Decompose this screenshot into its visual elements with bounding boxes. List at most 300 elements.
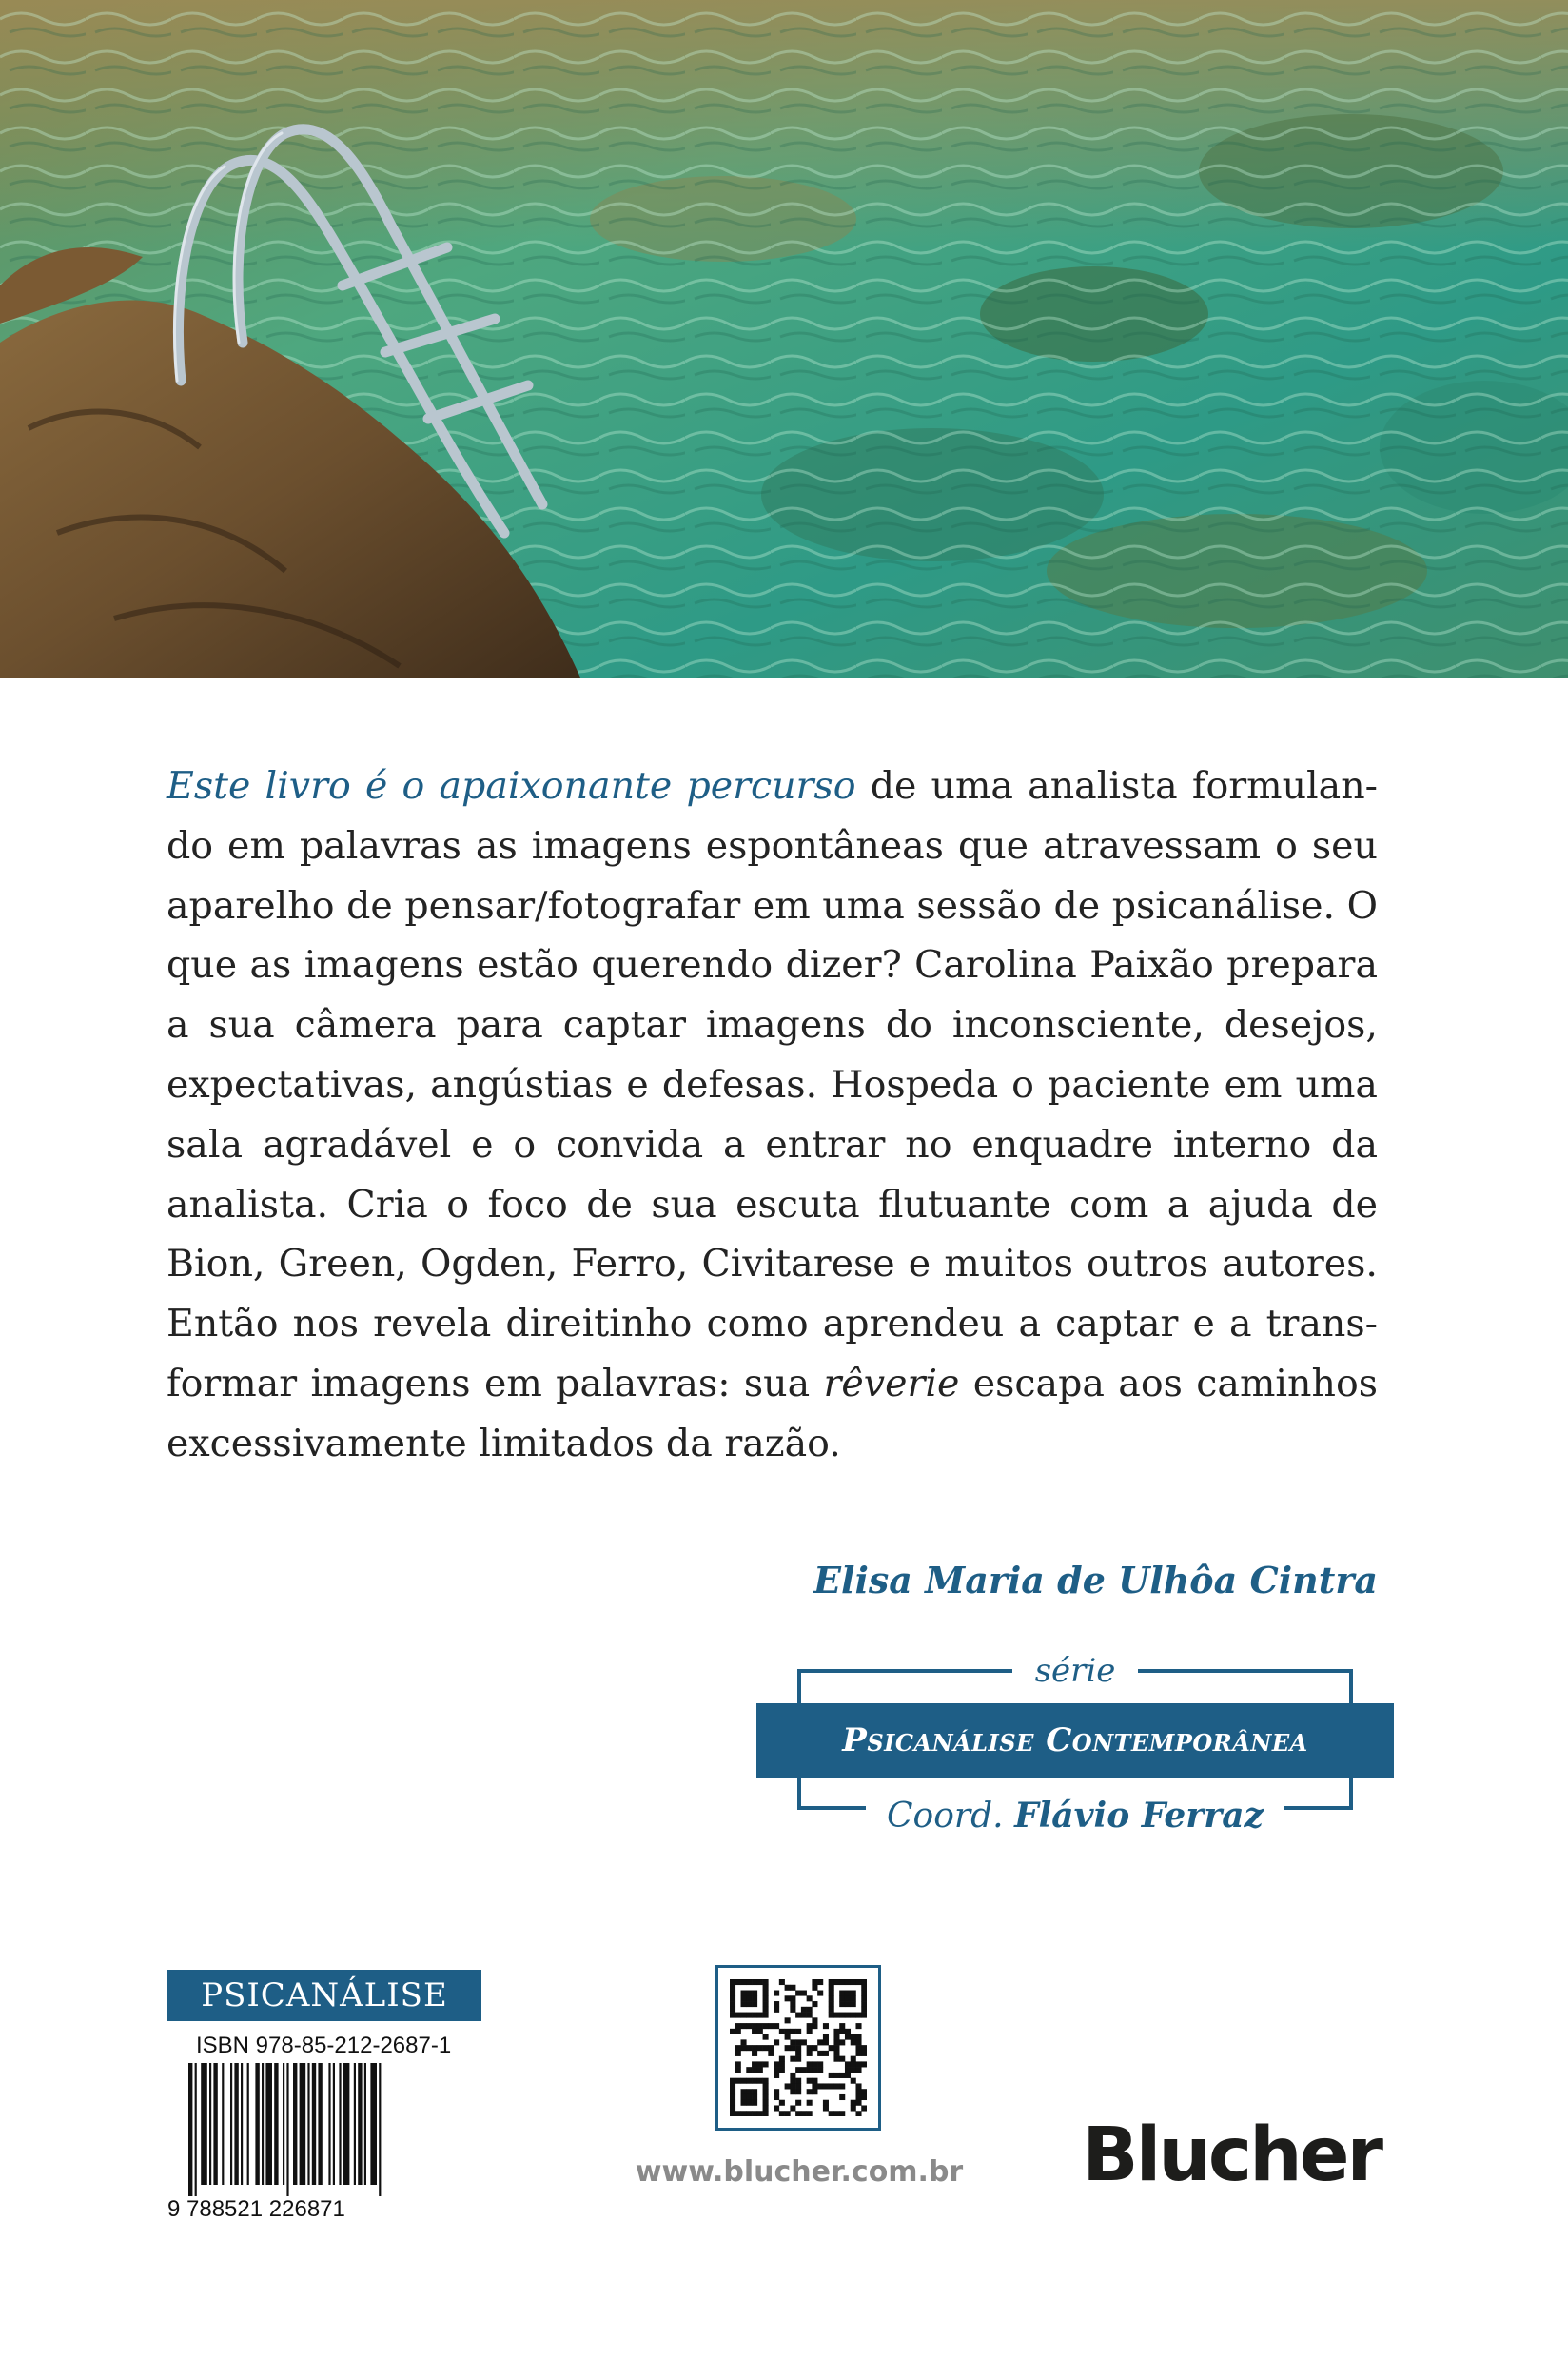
qr-module — [790, 2045, 795, 2051]
barcode-bar — [379, 2063, 381, 2196]
barcode-bar — [354, 2063, 356, 2185]
qr-module — [845, 1991, 851, 1996]
qr-module — [790, 2039, 795, 2045]
qr-module — [779, 2029, 785, 2034]
qr-module — [752, 2013, 757, 2018]
qr-module — [763, 1985, 769, 1991]
qr-module — [861, 2051, 867, 2056]
qr-module — [851, 2013, 856, 2018]
qr-module — [795, 2111, 801, 2116]
qr-module — [763, 2061, 769, 2067]
blurb-lead: Este livro é o apaixonante percurso — [167, 764, 856, 808]
qr-module — [730, 2105, 735, 2111]
qr-module — [757, 2023, 763, 2029]
qr-module — [785, 2045, 791, 2051]
qr-module — [823, 2083, 829, 2089]
qr-module — [833, 2039, 839, 2045]
qr-module — [757, 1979, 763, 1985]
qr-module — [752, 2023, 757, 2029]
qr-module — [730, 2083, 735, 2089]
qr-module — [839, 2039, 845, 2045]
qr-module — [741, 2089, 747, 2094]
qr-module — [855, 2083, 861, 2089]
back-cover-blurb — [167, 757, 1378, 1474]
barcode-bar — [230, 2063, 232, 2185]
qr-module — [741, 1979, 747, 1985]
qr-module — [741, 2013, 747, 2018]
qr-module — [752, 2045, 757, 2051]
qr-module — [795, 2056, 801, 2062]
series-name: Psicanálise Contemporânea — [756, 1703, 1394, 1778]
qr-module — [752, 2078, 757, 2084]
barcode-bar — [339, 2063, 341, 2185]
qr-module — [807, 2061, 813, 2067]
qr-module — [795, 2045, 801, 2051]
barcode-bar — [222, 2063, 224, 2185]
qr-module — [735, 2023, 741, 2029]
qr-module — [855, 2034, 861, 2040]
qr-module — [829, 2013, 834, 2018]
qr-module — [839, 2029, 845, 2034]
qr-module — [807, 2023, 813, 2029]
barcode-bar — [209, 2063, 211, 2185]
barcode-bar — [312, 2063, 316, 2185]
qr-module — [801, 2013, 807, 2018]
qr-module — [741, 2111, 747, 2116]
qr-module — [730, 2029, 735, 2034]
qr-module — [757, 2013, 763, 2018]
qr-module — [807, 1995, 813, 2001]
qr-module — [829, 2001, 834, 2007]
qr-module — [795, 2083, 801, 2089]
barcode-bar — [364, 2063, 366, 2185]
qr-module — [763, 1979, 769, 1985]
qr-module — [851, 2001, 856, 2007]
qr-module — [741, 1991, 747, 1996]
qr-module — [817, 1979, 823, 1985]
qr-module — [839, 2013, 845, 2018]
qr-module — [829, 2045, 834, 2051]
qr-module — [855, 2067, 861, 2073]
barcode-bar — [318, 2063, 322, 2185]
qr-module — [812, 1985, 817, 1991]
qr-module — [746, 1995, 752, 2001]
qr-module — [795, 2013, 801, 2018]
qr-module — [746, 1991, 752, 1996]
qr-module — [741, 2100, 747, 2106]
qr-module — [801, 2067, 807, 2073]
qr-module — [735, 2061, 741, 2067]
qr-module — [829, 2073, 834, 2078]
qr-module — [807, 2029, 813, 2034]
qr-module — [730, 2001, 735, 2007]
qr-module — [851, 1979, 856, 1985]
qr-module — [752, 2001, 757, 2007]
series-coord-prefix: Coord. — [887, 1797, 1004, 1836]
qr-module — [746, 2001, 752, 2007]
isbn-barcode — [167, 2033, 481, 2242]
qr-module — [855, 2051, 861, 2056]
qr-module — [757, 2045, 763, 2051]
qr-module — [768, 2023, 774, 2029]
qr-module — [807, 2089, 813, 2094]
blurb-italic-word: rêverie — [823, 1361, 960, 1405]
qr-module — [855, 2045, 861, 2051]
qr-module — [768, 2045, 774, 2051]
qr-module — [855, 2039, 861, 2045]
qr-module — [790, 2007, 795, 2013]
qr-module — [790, 2105, 795, 2111]
qr-module — [790, 2089, 795, 2094]
qr-module — [839, 1991, 845, 1996]
barcode-bar — [247, 2063, 249, 2185]
qr-module — [763, 2013, 769, 2018]
qr-module — [741, 2094, 747, 2100]
qr-module — [861, 2089, 867, 2094]
barcode-bar — [265, 2063, 272, 2185]
qr-module — [845, 2034, 851, 2040]
qr-module — [801, 2039, 807, 2045]
qr-module — [785, 2029, 791, 2034]
qr-module — [807, 2045, 813, 2051]
qr-module — [812, 2017, 817, 2023]
qr-module — [851, 1991, 856, 1996]
qr-module — [801, 2007, 807, 2013]
qr-module — [741, 2001, 747, 2007]
qr-module — [785, 2111, 791, 2116]
barcode-bar — [307, 2063, 309, 2185]
qr-module — [779, 1979, 785, 1985]
qr-module — [795, 2029, 801, 2034]
qr-module — [851, 2078, 856, 2084]
qr-module — [839, 2001, 845, 2007]
qr-module — [763, 1991, 769, 1996]
qr-module — [774, 2007, 779, 2013]
qr-module — [861, 1995, 867, 2001]
qr-module — [741, 2039, 747, 2045]
qr-module — [741, 2045, 747, 2051]
qr-module — [845, 2067, 851, 2073]
qr-module — [829, 2007, 834, 2013]
qr-module — [851, 2105, 856, 2111]
qr-module — [785, 1995, 791, 2001]
cover-photo — [0, 0, 1568, 678]
qr-module — [730, 1991, 735, 1996]
qr-module — [746, 2078, 752, 2084]
barcode-bar — [370, 2063, 377, 2185]
qr-module — [861, 2013, 867, 2018]
qr-module — [817, 2061, 823, 2067]
barcode-bar — [343, 2063, 350, 2185]
qr-module — [861, 2094, 867, 2100]
qr-module — [790, 2078, 795, 2084]
qr-module — [807, 2078, 813, 2084]
qr-module — [855, 2013, 861, 2018]
qr-module — [785, 2034, 791, 2040]
qr-module — [730, 2094, 735, 2100]
barcode-bar — [293, 2063, 297, 2185]
qr-module — [833, 2111, 839, 2116]
publisher-website: www.blucher.com.br — [635, 2155, 964, 2189]
qr-module — [795, 2100, 801, 2106]
qr-module — [833, 2034, 839, 2040]
qr-module — [795, 2089, 801, 2094]
qr-module — [833, 2013, 839, 2018]
qr-module — [790, 2056, 795, 2062]
qr-module — [839, 1979, 845, 1985]
qr-module — [845, 2013, 851, 2018]
qr-module — [746, 2094, 752, 2100]
qr-module — [807, 2007, 813, 2013]
qr-module — [752, 2051, 757, 2056]
qr-module — [774, 2023, 779, 2029]
qr-module — [855, 2061, 861, 2067]
qr-module — [774, 2105, 779, 2111]
qr-module — [845, 1979, 851, 1985]
qr-module — [763, 2007, 769, 2013]
qr-module — [829, 1995, 834, 2001]
qr-module — [851, 2061, 856, 2067]
series-box — [756, 1652, 1394, 1836]
qr-module — [861, 1979, 867, 1985]
qr-module — [779, 2111, 785, 2116]
barcode-bar — [188, 2063, 192, 2196]
qr-module — [823, 2105, 829, 2111]
series-coordinator: Flávio Ferraz — [1014, 1796, 1264, 1836]
qr-module — [752, 2111, 757, 2116]
qr-module — [807, 2111, 813, 2116]
qr-module — [752, 2061, 757, 2067]
qr-module — [812, 2067, 817, 2073]
qr-module — [845, 2029, 851, 2034]
blurb-text-part-2: escapa aos caminhos excessivamente limitados da razão. — [167, 1361, 1378, 1465]
qr-module — [833, 2073, 839, 2078]
qr-module — [779, 2056, 785, 2062]
barcode-bar — [255, 2063, 259, 2185]
qr-module — [795, 1991, 801, 1996]
qr-module — [839, 2056, 845, 2062]
qr-module — [812, 2045, 817, 2051]
qr-module — [807, 2100, 813, 2106]
qr-module — [774, 2089, 779, 2094]
isbn-label: ISBN 978-85-212-2687-1 — [196, 2033, 452, 2058]
qr-module — [790, 2083, 795, 2089]
qr-module — [735, 2078, 741, 2084]
qr-module — [812, 2061, 817, 2067]
qr-module — [812, 2089, 817, 2094]
barcode-bar — [283, 2063, 284, 2185]
qr-module — [861, 2105, 867, 2111]
qr-module — [752, 1995, 757, 2001]
qr-module — [823, 2023, 829, 2029]
qr-module — [735, 2067, 741, 2073]
qr-module — [746, 1979, 752, 1985]
qr-module — [823, 2034, 829, 2040]
qr-module — [774, 2094, 779, 2100]
qr-module — [763, 2100, 769, 2106]
qr-module — [785, 2083, 791, 2089]
qr-module — [839, 1995, 845, 2001]
qr-module — [757, 2029, 763, 2034]
qr-module — [817, 2051, 823, 2056]
qr-module — [779, 2100, 785, 2106]
qr-module — [774, 2073, 779, 2078]
qr-module — [790, 2029, 795, 2034]
qr-module — [795, 2039, 801, 2045]
qr-module — [855, 2111, 861, 2116]
qr-module — [730, 1979, 735, 1985]
qr-module — [861, 2045, 867, 2051]
qr-module — [763, 1995, 769, 2001]
barcode-bar — [274, 2063, 278, 2185]
qr-module — [861, 2001, 867, 2007]
qr-module — [763, 2105, 769, 2111]
sea-ladder-image — [0, 0, 1568, 678]
category-badge: PSICANÁLISE — [167, 1970, 481, 2021]
qr-module — [795, 2051, 801, 2056]
qr-module — [839, 2073, 845, 2078]
qr-module — [746, 2100, 752, 2106]
qr-module — [741, 1995, 747, 2001]
qr-module — [763, 2083, 769, 2089]
qr-module — [790, 1985, 795, 1991]
qr-module — [785, 2017, 791, 2023]
qr-module — [845, 2061, 851, 2067]
qr-module — [855, 2094, 861, 2100]
qr-module — [851, 2034, 856, 2040]
barcode-bar — [300, 2063, 306, 2185]
qr-module — [855, 2089, 861, 2094]
qr-module — [763, 2001, 769, 2007]
qr-module — [779, 2067, 785, 2073]
qr-module — [752, 1979, 757, 1985]
qr-module — [746, 2045, 752, 2051]
qr-module — [845, 1995, 851, 2001]
qr-module — [839, 2111, 845, 2116]
qr-module — [785, 1985, 791, 1991]
series-coordinator-line — [866, 1797, 1284, 1836]
qr-module — [812, 2083, 817, 2089]
qr-module — [730, 2111, 735, 2116]
qr-module — [746, 2023, 752, 2029]
qr-module — [851, 1995, 856, 2001]
series-label: série — [1012, 1652, 1139, 1690]
qr-module — [752, 2029, 757, 2034]
qr-module — [730, 2013, 735, 2018]
qr-module — [833, 2083, 839, 2089]
qr-module — [757, 2111, 763, 2116]
qr-module — [774, 2039, 779, 2045]
qr-module — [829, 1979, 834, 1985]
qr-module — [735, 2111, 741, 2116]
qr-module — [829, 1985, 834, 1991]
qr-module — [746, 2111, 752, 2116]
qr-module — [752, 2067, 757, 2073]
qr-module — [812, 2001, 817, 2007]
qr-module — [829, 2111, 834, 2116]
qr-module — [845, 2001, 851, 2007]
qr-module — [774, 2001, 779, 2007]
qr-module — [839, 2083, 845, 2089]
qr-module — [735, 2029, 741, 2034]
qr-module — [735, 2051, 741, 2056]
qr-module — [790, 1995, 795, 2001]
isbn-digits: 9 788521 226871 — [167, 2196, 345, 2222]
qr-module — [817, 2039, 823, 2045]
qr-module — [812, 2023, 817, 2029]
qr-module — [790, 2001, 795, 2007]
qr-module — [768, 2051, 774, 2056]
qr-module — [833, 1979, 839, 1985]
qr-module — [735, 2045, 741, 2051]
qr-module — [861, 2007, 867, 2013]
barcode-bar — [333, 2063, 335, 2185]
barcode-bar — [241, 2063, 243, 2185]
qr-code-image — [730, 1979, 867, 2116]
qr-module — [833, 2056, 839, 2062]
qr-module — [833, 2045, 839, 2051]
qr-module — [735, 1979, 741, 1985]
qr-module — [730, 1985, 735, 1991]
qr-module — [851, 2100, 856, 2106]
qr-module — [763, 2023, 769, 2029]
barcode-bar — [234, 2063, 238, 2185]
qr-module — [763, 2089, 769, 2094]
qr-module — [795, 2067, 801, 2073]
qr-module — [817, 2067, 823, 2073]
qr-module — [829, 1991, 834, 1996]
qr-module — [730, 2100, 735, 2106]
barcode-bar — [358, 2063, 362, 2185]
qr-module — [774, 2061, 779, 2067]
qr-module — [746, 2013, 752, 2018]
qr-module — [790, 2073, 795, 2078]
publisher-logo: Blucher — [1082, 2112, 1381, 2198]
qr-module — [861, 1991, 867, 1996]
qr-module — [823, 2100, 829, 2106]
barcode-bar — [262, 2063, 264, 2185]
qr-module — [823, 2051, 829, 2056]
qr-module — [730, 2078, 735, 2084]
qr-module — [746, 2067, 752, 2073]
qr-module — [851, 2056, 856, 2062]
qr-module — [774, 2067, 779, 2073]
qr-module — [855, 1979, 861, 1985]
qr-module — [741, 2078, 747, 2084]
blurb-text-part-1: de uma analista formulan-do em palavras as imagens espontâneas que atravessam o seu aparelho de pensar/fotografar em uma sessão de psicanálise. O que as imagens estão querendo dizer? Carolina Paixão prepara a sua câmera para captar imagens do inconsciente, desejos, expectativas, angústias e defesas. Hospeda o paciente em uma sala agradável e o convida a entrar no enquadre interno da analista. Cria o foco de sua escuta flutuante com a ajuda de Bion, Green, Ogden, Ferro, Civitarese e muitos outros autores. Então nos revela direitinho como aprendeu a captar e a trans-formar imagens em palavras: sua — [167, 764, 1379, 1405]
qr-module — [795, 2078, 801, 2084]
qr-module — [735, 2013, 741, 2018]
qr-module — [845, 2073, 851, 2078]
qr-module — [855, 2023, 861, 2029]
qr-module — [833, 2029, 839, 2034]
blurb-signature: Elisa Maria de Ulhôa Cintra — [813, 1559, 1378, 1601]
qr-module — [839, 2023, 845, 2029]
qr-code — [715, 1965, 881, 2131]
qr-module — [763, 2078, 769, 2084]
qr-module — [730, 1995, 735, 2001]
barcode-bar — [195, 2063, 197, 2196]
barcode-bars — [188, 2063, 474, 2196]
qr-module — [801, 2111, 807, 2116]
qr-module — [746, 2089, 752, 2094]
qr-module — [801, 1991, 807, 1996]
qr-module — [807, 2067, 813, 2073]
qr-module — [757, 2078, 763, 2084]
qr-module — [774, 1991, 779, 1996]
qr-module — [752, 2100, 757, 2106]
qr-module — [752, 1991, 757, 1996]
